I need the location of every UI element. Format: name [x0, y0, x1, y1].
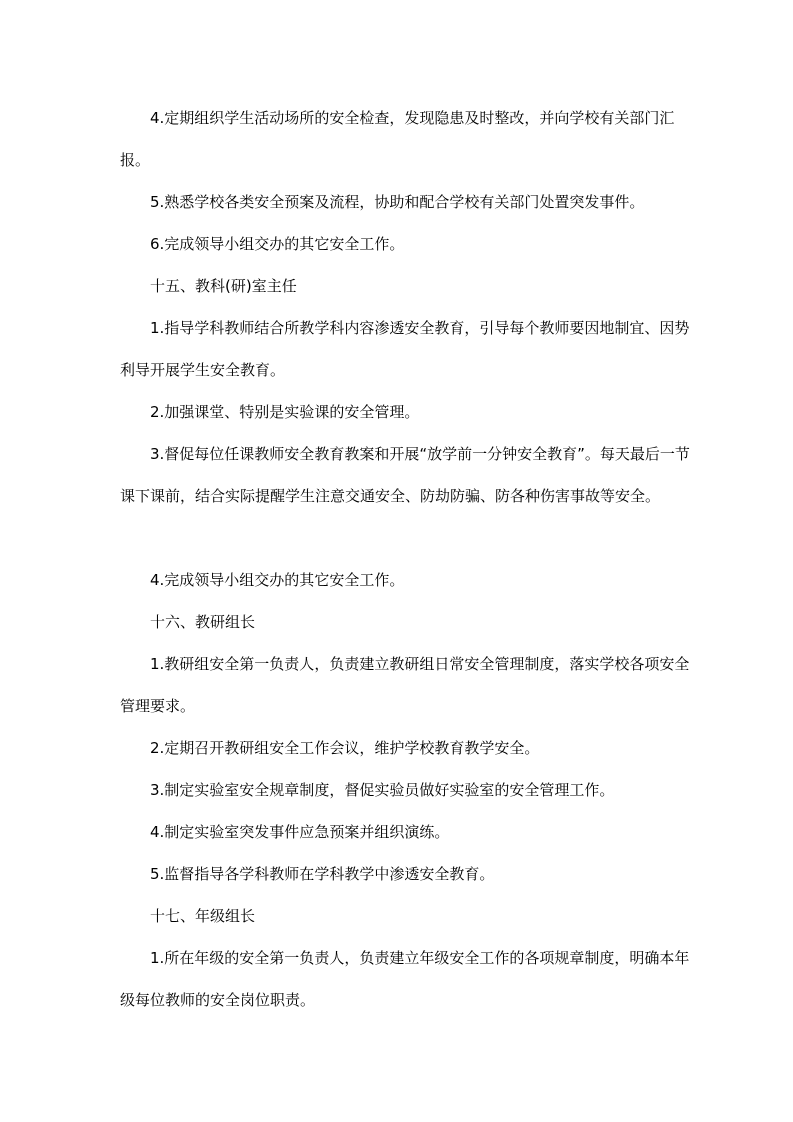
- paragraph-16-duty-1: 1.教研组安全第一负责人，负责建立教研组日常安全管理制度，落实学校各项安全管理要求。: [120, 655, 690, 715]
- paragraph-16-duty-5: 5.监督指导各学科教师在学科教学中渗透安全教育。: [150, 865, 495, 883]
- paragraph-15-duty-3: 3.督促每位任课教师安全教育教案和开展“放学前一分钟安全教育”。每天最后一节课下课前，结合实际提醒学生注意交通安全、防劫防骗、防各种伤害事故等安全。: [120, 445, 690, 505]
- section-heading-15: 十五、教科(研)室主任: [150, 277, 297, 295]
- paragraph-15-duty-4: 4.完成领导小组交办的其它安全工作。: [150, 571, 405, 589]
- section-heading-17: 十七、年级组长: [150, 907, 256, 925]
- paragraph-17-duty-1: 1.所在年级的安全第一负责人，负责建立年级安全工作的各项规章制度，明确本年级每位教师的安全岗位职责。: [120, 949, 690, 1009]
- section-heading-16: 十六、教研组长: [150, 613, 256, 631]
- paragraph-duty-6-other: 6.完成领导小组交办的其它安全工作。: [150, 235, 405, 253]
- paragraph-duty-5-emergency: 5.熟悉学校各类安全预案及流程，协助和配合学校有关部门处置突发事件。: [150, 193, 645, 211]
- paragraph-15-duty-1: 1.指导学科教师结合所教学科内容渗透安全教育，引导每个教师要因地制宜、因势利导开展学生安全教育。: [120, 319, 690, 379]
- paragraph-16-duty-3: 3.制定实验室安全规章制度，督促实验员做好实验室的安全管理工作。: [150, 781, 615, 799]
- paragraph-duty-4-inspection: 4.定期组织学生活动场所的安全检查，发现隐患及时整改，并向学校有关部门汇报。: [120, 109, 675, 169]
- paragraph-15-duty-2: 2.加强课堂、特别是实验课的安全管理。: [150, 403, 420, 421]
- paragraph-16-duty-2: 2.定期召开教研组安全工作会议，维护学校教育教学安全。: [150, 739, 540, 757]
- paragraph-16-duty-4: 4.制定实验室突发事件应急预案并组织演练。: [150, 823, 450, 841]
